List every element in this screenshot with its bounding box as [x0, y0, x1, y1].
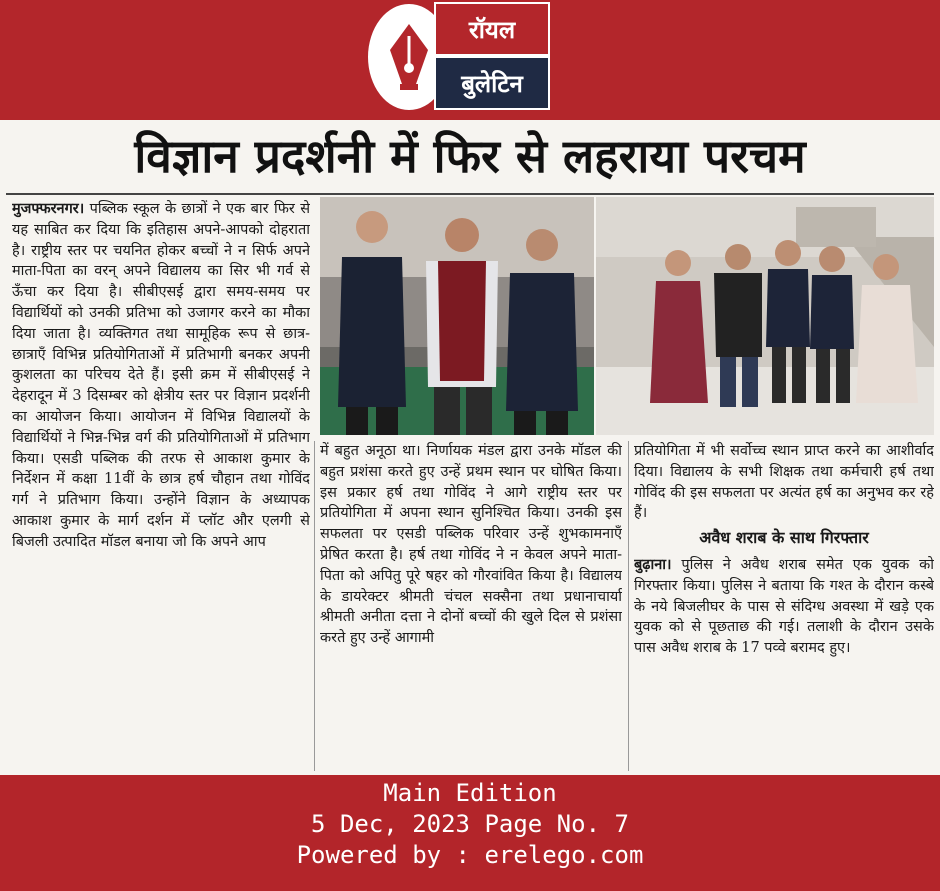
edition-date-page: 5 Dec, 2023 Page No. 7: [311, 810, 629, 838]
powered-by-link[interactable]: Powered by : erelego.com: [296, 841, 644, 869]
article-dateline: मुजफ्फरनगर।: [12, 200, 85, 217]
photo-group-on-stairs: [596, 197, 934, 435]
headline-rule: [6, 193, 934, 195]
article-column-2-text: में बहुत अनूठा था। निर्णायक मंडल द्वारा उनके मॉडल की बहुत प्रशंसा करते हुए उन्हें प्रथम स्थान पर घोषित किया। इस प्रकार हर्ष तथा गोविंद ने आगे राष्ट्रीय स्तर पर प्रतियोगिता में अपना स्थान सुनिश्चित किया। उनकी इस सफलता पर एसडी पब्लिक परिवार उन्हें शुभकामनाएँ प्रेषित करता है। हर्ष तथा गोविंद ने न केवल अपने माता-पिता को अपितु पूरे षहर को गौरवांवित किया है। विद्यालय के डायरेक्टर श्रीमती चंचल सक्सैना तथा प्रधानाचार्या श्रीमती अनीता दत्ता ने दोनों बच्चों की खुले दिल से प्रशंसा करते हुए उन्हें आगामी: [320, 443, 622, 647]
pen-nib-icon: [386, 22, 432, 92]
secondary-article-text: पुलिस ने अवैध शराब समेत एक युवक को गिरफ्तार किया। पुलिस ने बताया कि गश्त के दौरान कस्बे के नये बिजलीघर के पास से संदिग्ध अवस्था में खड़े एक युवक को से पूछताछ की गई। तलाशी के दौरान उसके पास अवैध शराब के 17 पव्वे बरामद हुए।: [634, 556, 934, 657]
brand-name-line2: बुलेटिन: [434, 56, 550, 110]
article-column-1: [12, 199, 310, 771]
brand-name-line1: रॉयल: [434, 2, 550, 56]
secondary-dateline: बुढ़ाना।: [634, 555, 672, 573]
edition-label: Main Edition: [383, 779, 557, 807]
photo-three-students: [320, 197, 594, 435]
column-divider-1: [314, 441, 315, 771]
article-column-2: [320, 441, 622, 771]
article-column-3-text: प्रतियोगिता में भी सर्वोच्च स्थान प्राप्त करने का आशीर्वाद दिया। विद्यालय के सभी शिक्षक तथा कर्मचारी हर्ष तथा गोविंद की इस सफलता पर अत्यंत हर्ष का अनुभव कर रहे हैं।: [634, 443, 934, 522]
edition-footer: [0, 778, 940, 891]
article-column-1-text: पब्लिक स्कूल के छात्रों ने एक बार फिर से यह साबित कर दिया कि इतिहास अपने-आपको दोहराता है। राष्ट्रीय स्तर पर चयनित होकर बच्चों ने न सिर्फ अपने माता-पिता का वरन् अपने विद्यालय का सिर भी गर्व से ऊँचा कर दिया है। सीबीएसई द्वारा समय-समय पर विद्यार्थियों को उनकी प्रतिभा को उजागर करने का मौका दिया जाता है। व्यक्तिगत तथा सामूहिक रूप से छात्र-छात्राएँ विभिन्न प्रतियोगिताओं में प्रतिभागी बनकर अपनी कुशलता का परिचय देते हैं। इसी क्रम में सीबीएसई ने देहरादून में 3 दिसम्बर को क्षेत्रीय स्तर पर विज्ञान प्रदर्शनी का आयोजन किया। आयोजन में विभिन्न विद्यालयों के विद्यार्थियों ने भिन्न-भिन्न वर्ग की प्रतियोगिताओं में प्रतिभाग किया। एसडी पब्लिक की तरफ से आकाश कुमार के निर्देशन में कक्षा 11वीं के छात्र हर्ष चौहान तथा गोविंद गर्ग ने प्रतिभाग किया। उन्होंने विज्ञान के अध्यापक आकाश कुमार के मार्ग दर्शन में प्लॉट और एलगी से बिजली उत्पादित मॉडल बनाया जो कि अपने आप: [12, 201, 310, 550]
secondary-headline: अवैध शराब के साथ गिरफ्तार: [699, 528, 869, 548]
column-divider-2: [628, 441, 629, 771]
article-headline: विज्ञान प्रदर्शनी में फिर से लहराया परचम: [134, 129, 806, 183]
article-column-3: [634, 441, 934, 775]
